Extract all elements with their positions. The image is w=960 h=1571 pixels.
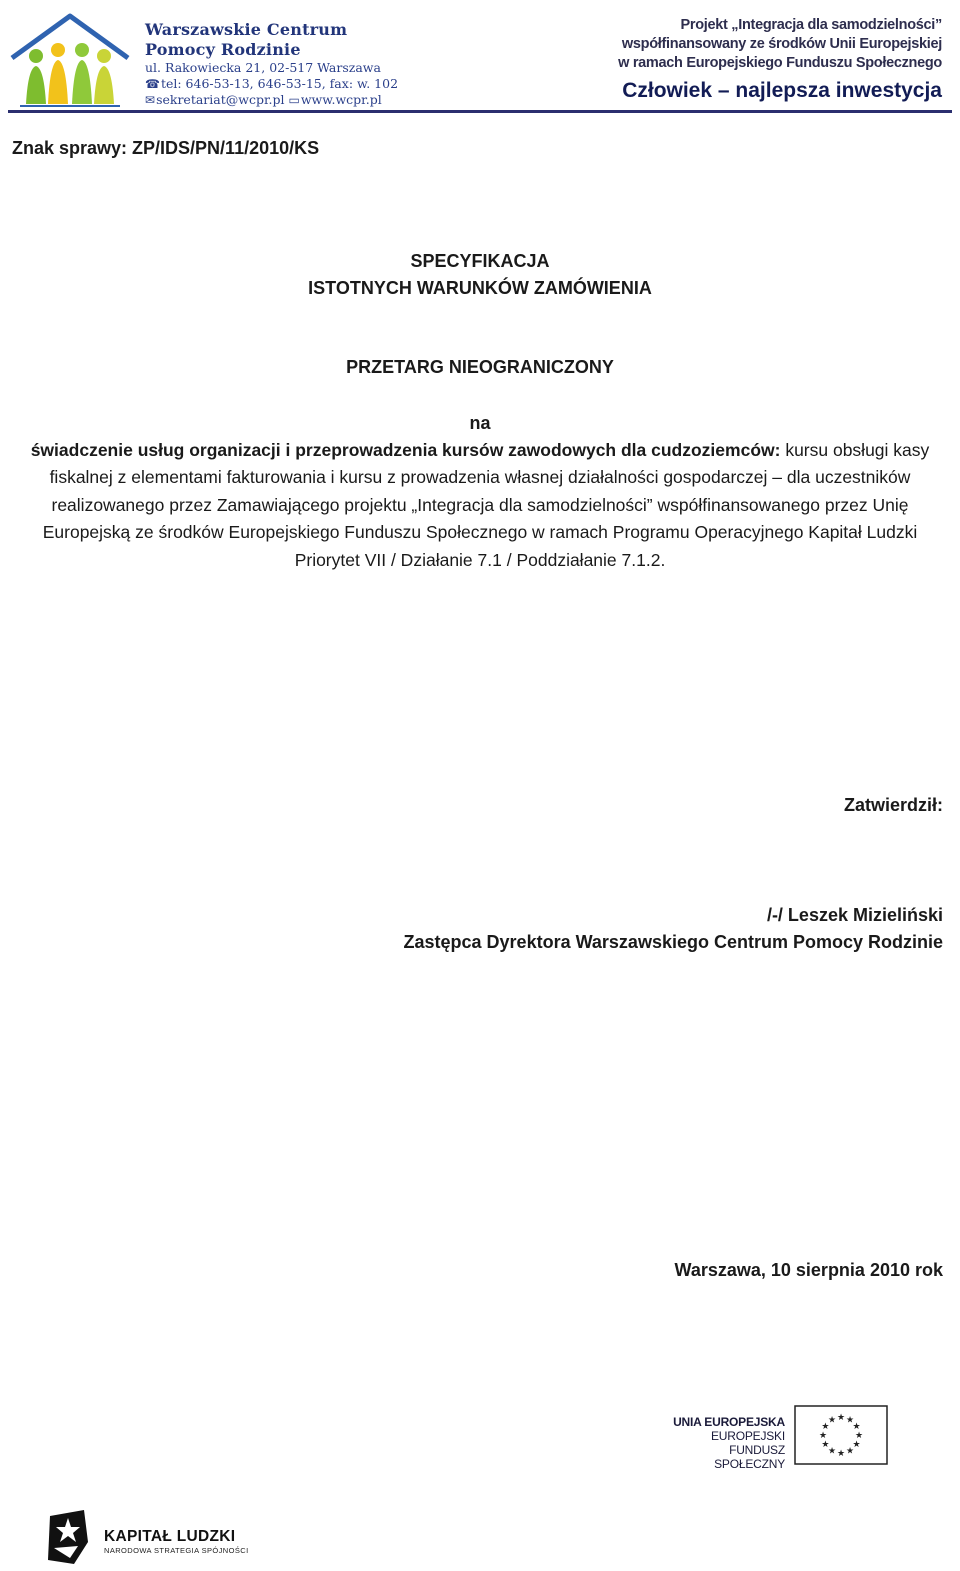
eu-line2: EUROPEJSKI: [710, 1429, 785, 1443]
procedure-type: PRZETARG NIEOGRANICZONY: [346, 357, 614, 377]
signer-name: /-/ Leszek Mizieliński: [766, 905, 943, 925]
project-line1: Projekt „Integracja dla samodzielności”: [680, 17, 942, 33]
eu-star-icon: ★: [836, 1413, 846, 1423]
eu-star-icon: ★: [827, 1446, 837, 1457]
document-title: [0, 248, 960, 302]
org-contact-row: [145, 92, 398, 108]
eu-star-icon: ★: [821, 1422, 830, 1432]
eu-star-icon: ★: [821, 1440, 830, 1450]
header-divider: [8, 110, 952, 113]
email-icon: ✉: [145, 93, 156, 107]
phone-icon: ☎: [145, 77, 160, 91]
project-line3: w ramach Europejskiego Funduszu Społecznego: [618, 55, 942, 71]
org-name-line2: Pomocy Rodzinie: [145, 40, 301, 59]
eu-star-icon: ★: [852, 1440, 861, 1450]
motto: Człowiek – najlepsza inwestycja: [622, 79, 942, 102]
subject-rest: kursu obsługi kasy fiskalnej z elementami fakturowania i kursu z prowadzenia własnej działalności gospodarczej – dla uczestników realizowanego przez Zamawiającego projektu „Integracja dla samodzielności” współfinansowanego przez Unię Europejską ze środków Europejskiego Funduszu Społecznego w ramach Programu Operacyjnego Kapitał Ludzki Priorytet VII / Działanie 7.1 / Poddziałanie 7.1.2.: [42, 440, 930, 570]
project-info: [618, 16, 942, 73]
organization-info: [145, 20, 398, 108]
eu-star-icon: ★: [827, 1415, 837, 1426]
title-line1: SPECYFIKACJA: [410, 251, 550, 271]
place-date: Warszawa, 10 sierpnia 2010 rok: [674, 1260, 943, 1280]
eu-star-icon: ★: [818, 1431, 828, 1441]
house-logo-icon: [8, 12, 132, 108]
eu-line1: UNIA EUROPEJSKA: [673, 1415, 785, 1429]
eu-star-icon: ★: [845, 1446, 855, 1457]
kapital-ludzki-name: KAPITAŁ LUDZKI: [104, 1528, 236, 1545]
project-line2: współfinansowany ze środków Unii Europejskiej: [621, 36, 942, 52]
org-phone-row: [145, 76, 398, 92]
org-address: ul. Rakowiecka 21, 02-517 Warszawa: [145, 60, 381, 75]
eu-logo-text: [657, 1415, 785, 1471]
eu-star-icon: ★: [836, 1449, 846, 1459]
case-number: Znak sprawy: ZP/IDS/PN/11/2010/KS: [12, 138, 320, 158]
computer-icon: ▭: [288, 93, 300, 107]
kapital-ludzki-mark-icon: [44, 1508, 92, 1566]
org-name-line1: Warszawskie Centrum: [145, 20, 348, 39]
eu-line3: FUNDUSZ SPOŁECZNY: [714, 1443, 785, 1471]
signer-role: Zastępca Dyrektora Warszawskiego Centrum Pomocy Rodzinie: [403, 932, 943, 952]
eu-star-icon: ★: [845, 1415, 855, 1426]
eu-star-icon: ★: [852, 1422, 861, 1432]
org-email[interactable]: sekretariat@wcpr.pl: [156, 92, 285, 107]
subject-bold: świadczenie usług organizacji i przeprowadzenia kursów zawodowych dla cudzoziemców:: [30, 440, 781, 460]
title-line2: ISTOTNYCH WARUNKÓW ZAMÓWIENIA: [308, 278, 652, 298]
order-subject: [16, 437, 944, 574]
eu-star-icon: ★: [854, 1431, 864, 1441]
eu-flag-icon: [794, 1405, 888, 1465]
kapital-ludzki-subtitle: NARODOWA STRATEGIA SPÓJNOŚCI: [104, 1546, 249, 1555]
na-connector: na: [469, 413, 491, 433]
org-website[interactable]: www.wcpr.pl: [300, 92, 382, 107]
org-phone: tel: 646-53-13, 646-53-15, fax: w. 102: [160, 76, 399, 91]
approved-label: Zatwierdził:: [843, 795, 943, 815]
